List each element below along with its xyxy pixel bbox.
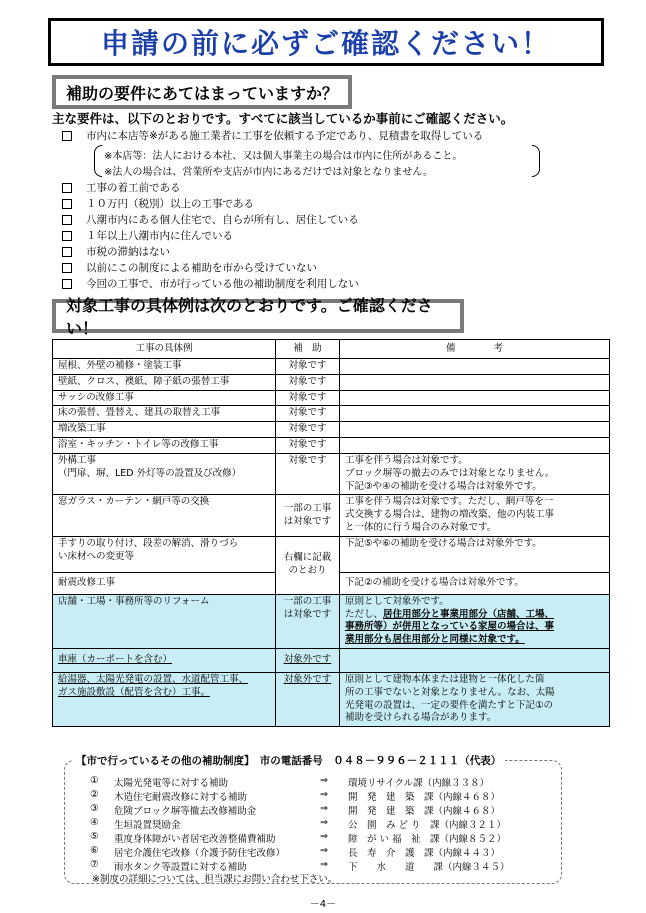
arrow-icon: ⇒	[320, 845, 328, 856]
table-row	[53, 594, 610, 648]
subsidy-status	[276, 495, 340, 536]
column-header: 備 考	[340, 340, 610, 359]
table-row	[53, 536, 610, 572]
subsidy-status: 対象です	[276, 390, 340, 406]
table-row	[53, 406, 610, 422]
subsidy-status: 対象です	[276, 374, 340, 390]
remarks-line: 工事を伴う場合は対象です。ただし、網戸等を一	[345, 496, 554, 508]
subsidy-status-line: 右欄に記載	[283, 552, 332, 564]
checklist-item[interactable]	[62, 128, 483, 143]
program-department: 開 発 建 築 課（内線４６８）	[348, 792, 501, 803]
other-programs-heading: 【市で行っているその他の補助制度】 市の電話番号 ０４８－９９６－２１１１（代表）	[72, 753, 505, 768]
remarks-fragment: ただし、	[345, 608, 384, 620]
checklist-item[interactable]	[62, 244, 170, 259]
work-name: サッシの改修工事	[53, 390, 276, 406]
remarks	[340, 495, 610, 536]
program-name: 生垣設置奨励金	[114, 820, 181, 831]
checklist-item-label: １年以上八潮市内に住んでいる	[86, 230, 233, 242]
program-name: 雨水タンク等設置に対する補助	[114, 862, 247, 873]
subsidy-status-line: 一部の工事	[283, 502, 332, 514]
checklist-item-label: 市内に本店等※がある施工業者に工事を依頼する予定であり、見積書を取得している	[86, 130, 484, 142]
subsidy-status	[276, 536, 340, 594]
subsidy-status-line: は対象です	[283, 608, 332, 620]
program-name: 重度身体障がい者居宅改善整備費補助	[114, 834, 276, 845]
remarks-line: 光発電の設置は、一定の要件を満たすと下記①の	[345, 699, 554, 711]
program-department: 開 発 建 築 課（内線４６８）	[348, 806, 501, 817]
program-item	[90, 831, 506, 845]
remarks-line: と一体的に行う場合のみ対象です。	[345, 521, 497, 533]
table-row	[53, 438, 610, 454]
arrow-icon: ⇒	[320, 831, 328, 842]
subsidy-status	[276, 649, 340, 673]
subsidy-status: 対象です	[276, 422, 340, 438]
checklist-item[interactable]	[62, 260, 317, 275]
remarks-line: 式交換する場合は、建物の増改築、他の内装工事	[345, 509, 555, 521]
table-row	[53, 453, 610, 494]
work-name-line: 手すりの取り付け、段差の解消、滑りづら	[58, 537, 239, 549]
checklist-item-label: 八潮市内にある個人住宅で、自らが所有し、居住している	[86, 214, 359, 226]
work-name-line: （門扉、塀、LED 外灯等の設置及び改修）	[58, 467, 242, 479]
table-row	[53, 495, 610, 536]
remarks-fragment-underlined: 居住用部分と事業用部分（店舗、工場、	[383, 608, 555, 620]
remarks-line: 原則として建物本体または建物と一体化した箇	[345, 674, 545, 685]
remarks	[340, 673, 610, 727]
section-heading-works	[52, 296, 464, 338]
requirements-lead: 主な要件は、以下のとおりです。すべてに該当しているか事前にご確認ください。	[52, 111, 514, 126]
checklist-item-label: 以前にこの制度による補助を市から受けていない	[86, 262, 317, 274]
table-row	[53, 673, 610, 727]
program-number: ③	[90, 803, 99, 814]
subsidy-status	[276, 594, 340, 648]
remarks	[340, 594, 610, 648]
bracket-left	[94, 145, 102, 177]
program-department: 公 園 み ど り 課（内線３２１）	[348, 820, 507, 831]
column-header: 工事の具体例	[53, 340, 276, 359]
table-header-row	[53, 340, 610, 359]
program-name: 居宅介護住宅改修（介護予防住宅改修）	[114, 848, 286, 859]
checkbox-icon[interactable]	[62, 199, 72, 209]
program-item	[90, 789, 500, 803]
subsidy-status: 対象です	[276, 438, 340, 454]
checklist-item-label: １０万円（税別）以上の工事である	[86, 198, 254, 210]
remarks-line: 補助を受けられる場合があります。	[345, 712, 497, 724]
checkbox-icon[interactable]	[62, 131, 72, 141]
bracket-right	[532, 145, 540, 177]
checkbox-icon[interactable]	[62, 279, 72, 289]
checkbox-icon[interactable]	[62, 247, 72, 257]
section-heading-requirements	[52, 75, 352, 109]
program-number: ①	[90, 775, 99, 786]
checklist-item[interactable]	[62, 196, 254, 211]
checkbox-icon[interactable]	[62, 231, 72, 241]
table-row	[53, 422, 610, 438]
program-number: ⑤	[90, 831, 99, 842]
remarks	[340, 422, 610, 438]
remarks-line: 工事を伴う場合は対象です。	[345, 454, 468, 466]
program-department: 障 が い 福 祉 課（内線８５２）	[348, 834, 507, 845]
remarks	[340, 453, 610, 494]
subsidy-status-line: は対象です	[283, 515, 332, 527]
remarks-line: 原則として対象外です。	[345, 595, 449, 607]
checklist-item[interactable]	[62, 276, 359, 291]
program-name: 木造住宅耐震改修に対する補助	[114, 792, 248, 803]
program-item	[90, 817, 506, 831]
subsidy-status: 対象です	[276, 359, 340, 375]
program-number: ⑥	[90, 845, 99, 856]
program-department: 下 水 道 課（内線３４５）	[348, 862, 510, 873]
work-name	[53, 673, 276, 727]
work-name-line: 外構工事	[58, 454, 97, 466]
note-line: ※法人の場合は、営業所や支店が市内にあるだけでは対象となりません。	[104, 167, 433, 178]
program-item	[90, 803, 500, 817]
program-number: ⑦	[90, 859, 99, 870]
works-table	[52, 339, 610, 727]
page-title-text: 申請の前に必ずご確認ください！	[100, 27, 551, 60]
note-bracket	[94, 145, 540, 179]
work-name-text: 車庫（カーポートを含む）	[58, 654, 173, 666]
work-name: 増改築工事	[53, 422, 276, 438]
work-name	[53, 536, 276, 572]
remarks: 下記⑤や⑥の補助を受ける場合は対象外です。	[340, 536, 610, 572]
work-name-line: い床材への変更等	[58, 550, 135, 562]
subsidy-status-line: 一部の工事	[283, 595, 332, 607]
table-row	[53, 649, 610, 673]
work-name: 床の張替、畳替え、建具の取替え工事	[53, 406, 276, 422]
work-name: 浴室・キッチン・トイレ等の改修工事	[53, 438, 276, 454]
work-name: 窓ガラス・カーテン・網戸等の交換	[53, 495, 276, 536]
program-item	[90, 775, 489, 789]
remarks	[340, 406, 610, 422]
table-row	[53, 390, 610, 406]
program-department: 環境リサイクル課（内線３３８）	[348, 778, 490, 789]
arrow-icon: ⇒	[320, 803, 328, 814]
checkbox-icon[interactable]	[62, 183, 72, 193]
remarks	[340, 359, 610, 375]
program-item	[90, 845, 500, 859]
checkbox-icon[interactable]	[62, 215, 72, 225]
subsidy-status-text: 対象外です	[283, 674, 332, 685]
remarks	[340, 390, 610, 406]
subsidy-status: 対象です	[276, 406, 340, 422]
section-heading-text: 対象工事の具体例は次のとおりです。ご確認ください！	[66, 296, 433, 338]
program-name: 太陽光発電等に対する補助	[114, 778, 229, 789]
remarks-line	[345, 609, 604, 622]
work-name: 店舗・工場・事務所等のリフォーム	[53, 594, 276, 648]
remarks-line: 所の工事でないと対象となりません。なお、太陽	[345, 686, 555, 698]
table-row	[53, 359, 610, 375]
checklist-item-label: 工事の着工前である	[86, 182, 181, 194]
checklist-item[interactable]	[62, 228, 233, 243]
subsidy-status	[276, 673, 340, 727]
remarks-line: ブロック塀等の撤去のみでは対象となりません。	[345, 467, 555, 479]
remarks-line: 業用部分も居住用部分と同様に対象です。	[345, 634, 525, 646]
remarks-line: 下記③や④の補助を受ける場合は対象外です。	[345, 480, 542, 492]
remarks	[340, 649, 610, 673]
page-title	[48, 18, 604, 66]
arrow-icon: ⇒	[320, 817, 328, 828]
checklist-item-label: 今回の工事で、市が行っている他の補助制度を利用しない	[86, 278, 359, 290]
note-line: ※本店等：法人における本社、又は個人事業主の場合は市内に住所があること。	[104, 151, 463, 162]
section-heading-text: 補助の要件にあてはまっていますか？	[66, 83, 339, 103]
subsidy-status-text: 対象外です	[283, 654, 332, 666]
other-programs-footnote: ※制度の詳細については、担当課にお問い合わせ下さい。	[92, 874, 338, 885]
checkbox-icon[interactable]	[62, 263, 72, 273]
subsidy-status: 対象です	[276, 453, 340, 494]
checklist-item-label: 市税の滞納はない	[86, 246, 170, 258]
arrow-icon: ⇒	[320, 789, 328, 800]
work-name	[53, 453, 276, 494]
work-name-line: ガス施設敷設（配管を含む）工事。	[58, 686, 211, 698]
work-name-line: 給湯器、太陽光発電の設置、水道配管工事、	[58, 674, 249, 685]
work-name: 耐震改修工事	[53, 572, 276, 594]
program-number: ②	[90, 789, 99, 800]
program-name: 危険ブロック塀等撤去改修補助金	[114, 806, 257, 817]
page-number: －4－	[309, 899, 337, 910]
remarks: 下記②の補助を受ける場合は対象外です。	[340, 572, 610, 594]
remarks	[340, 374, 610, 390]
table-row	[53, 374, 610, 390]
program-number: ④	[90, 817, 99, 828]
work-name: 屋根、外壁の補修・塗装工事	[53, 359, 276, 375]
checklist-item[interactable]	[62, 180, 181, 195]
program-department: 長 寿 介 護 課（内線４４３）	[348, 848, 501, 859]
arrow-icon: ⇒	[320, 775, 328, 786]
work-name: 壁紙、クロス、襖紙、障子紙の張替工事	[53, 374, 276, 390]
checklist-item[interactable]	[62, 212, 359, 227]
subsidy-status-line: のとおり	[288, 565, 327, 577]
remarks-line: 事務所等）が併用となっている家屋の場合は、事	[345, 621, 555, 633]
column-header: 補 助	[276, 340, 340, 359]
remarks	[340, 438, 610, 454]
arrow-icon: ⇒	[320, 859, 328, 870]
work-name	[53, 649, 276, 673]
